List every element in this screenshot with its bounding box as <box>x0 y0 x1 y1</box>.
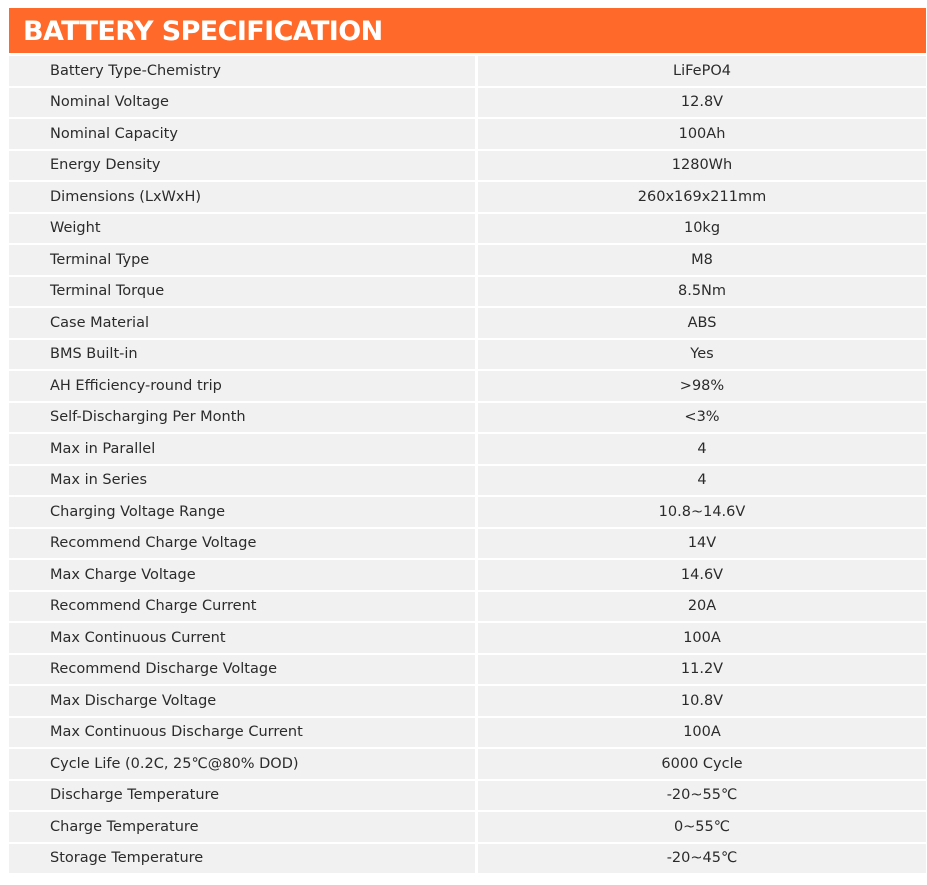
spec-label: Recommend Discharge Voltage <box>9 655 475 687</box>
spec-label: Max Continuous Discharge Current <box>9 718 475 750</box>
spec-value: Yes <box>478 340 926 372</box>
spec-label: Weight <box>9 214 475 246</box>
spec-value: 8.5Nm <box>478 277 926 309</box>
spec-value: 10.8V <box>478 686 926 718</box>
spec-label: Max in Parallel <box>9 434 475 466</box>
spec-label: Storage Temperature <box>9 844 475 876</box>
table-row <box>9 560 926 592</box>
table-row <box>9 749 926 781</box>
spec-value: M8 <box>478 245 926 277</box>
table-row <box>9 245 926 277</box>
spec-label: Nominal Capacity <box>9 119 475 151</box>
table-row <box>9 529 926 561</box>
spec-label: Energy Density <box>9 151 475 183</box>
spec-label: Recommend Charge Current <box>9 592 475 624</box>
spec-label: Battery Type-Chemistry <box>9 56 475 88</box>
spec-value: 10kg <box>478 214 926 246</box>
table-row <box>9 781 926 813</box>
spec-label: Charging Voltage Range <box>9 497 475 529</box>
spec-label: Max Continuous Current <box>9 623 475 655</box>
spec-value: 260x169x211mm <box>478 182 926 214</box>
spec-header <box>9 8 926 53</box>
table-row <box>9 434 926 466</box>
spec-label: Case Material <box>9 308 475 340</box>
table-row <box>9 371 926 403</box>
table-row <box>9 497 926 529</box>
table-row <box>9 686 926 718</box>
table-row <box>9 277 926 309</box>
spec-value: 10.8~14.6V <box>478 497 926 529</box>
spec-label: Terminal Torque <box>9 277 475 309</box>
spec-value: 0~55℃ <box>478 812 926 844</box>
spec-label: AH Efficiency-round trip <box>9 371 475 403</box>
spec-label: Self-Discharging Per Month <box>9 403 475 435</box>
table-row <box>9 592 926 624</box>
table-row <box>9 151 926 183</box>
table-row <box>9 812 926 844</box>
page-title: BATTERY SPECIFICATION <box>23 16 383 47</box>
spec-value: 14.6V <box>478 560 926 592</box>
spec-value: 4 <box>478 466 926 498</box>
spec-label: Max Discharge Voltage <box>9 686 475 718</box>
spec-value: 100A <box>478 718 926 750</box>
spec-value: 4 <box>478 434 926 466</box>
spec-label: Max in Series <box>9 466 475 498</box>
spec-value: 12.8V <box>478 88 926 120</box>
table-row <box>9 88 926 120</box>
spec-label: Discharge Temperature <box>9 781 475 813</box>
table-row <box>9 403 926 435</box>
spec-label: Recommend Charge Voltage <box>9 529 475 561</box>
spec-label: Dimensions (LxWxH) <box>9 182 475 214</box>
spec-value: 20A <box>478 592 926 624</box>
spec-value: -20~55℃ <box>478 781 926 813</box>
spec-value: 14V <box>478 529 926 561</box>
table-row <box>9 182 926 214</box>
table-row <box>9 340 926 372</box>
spec-value: 100A <box>478 623 926 655</box>
spec-table <box>9 56 926 875</box>
table-row <box>9 119 926 151</box>
table-row <box>9 844 926 876</box>
spec-value: 6000 Cycle <box>478 749 926 781</box>
spec-value: ABS <box>478 308 926 340</box>
spec-label: Charge Temperature <box>9 812 475 844</box>
spec-label: Cycle Life (0.2C, 25℃@80% DOD) <box>9 749 475 781</box>
table-row <box>9 718 926 750</box>
table-row <box>9 56 926 88</box>
spec-value: 100Ah <box>478 119 926 151</box>
table-row <box>9 214 926 246</box>
table-row <box>9 466 926 498</box>
spec-value: >98% <box>478 371 926 403</box>
table-row <box>9 655 926 687</box>
spec-label: BMS Built-in <box>9 340 475 372</box>
spec-value: 11.2V <box>478 655 926 687</box>
table-row <box>9 308 926 340</box>
spec-value: LiFePO4 <box>478 56 926 88</box>
spec-label: Terminal Type <box>9 245 475 277</box>
spec-value: -20~45℃ <box>478 844 926 876</box>
spec-label: Nominal Voltage <box>9 88 475 120</box>
spec-value: <3% <box>478 403 926 435</box>
spec-label: Max Charge Voltage <box>9 560 475 592</box>
spec-value: 1280Wh <box>478 151 926 183</box>
table-row <box>9 623 926 655</box>
